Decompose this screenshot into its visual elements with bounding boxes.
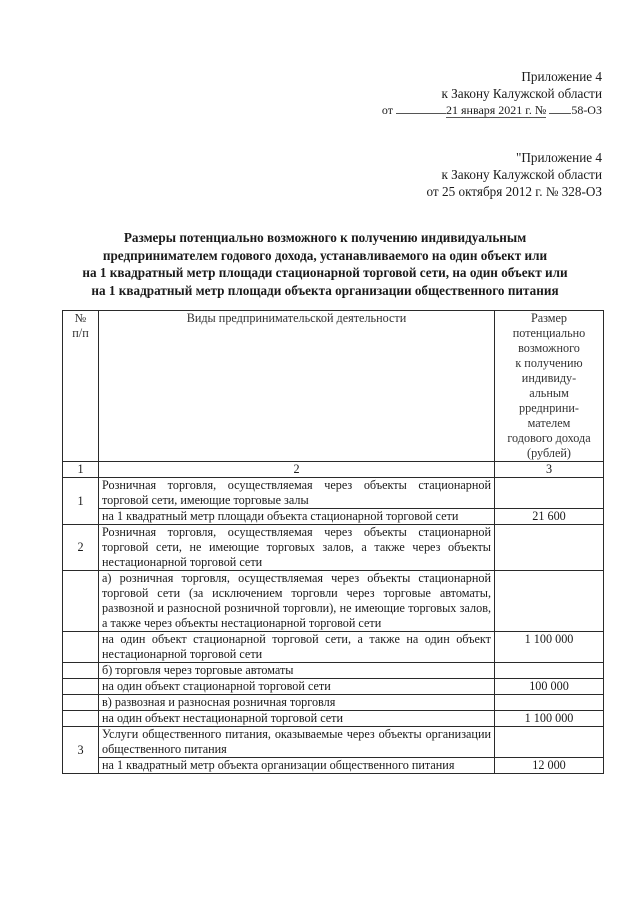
value-cell [495,663,604,679]
table-header-row [63,311,604,462]
quoted-header-line3: от 25 октября 2012 г. № 328-ОЗ [426,184,602,199]
table-row [63,695,604,711]
table-row [63,525,604,571]
table-row [63,571,604,632]
activity-cell: Розничная торговля, осуществляемая через объекты стационарной торговой сети, не имеющие торговых залов, а также через объекты нестационарной торговой сети [99,525,495,571]
title-line: Размеры потенциально возможного к получению индивидуальным [123,230,527,245]
activity-cell: на один объект нестационарной торговой сети [99,711,495,727]
value-cell: 21 600 [495,509,604,525]
quoted-header-line2: к Закону Калужской области [441,167,602,182]
title-line: предпринимателем годового дохода, устанавливаемого на один объект или [102,247,548,263]
table-row [63,679,604,695]
activity-cell: б) торговля через торговые автоматы [99,663,495,679]
activity-cell: а) розничная торговля, осуществляемая через объекты стационарной торговой сети (за исключением торговли через торговые автоматы, развозной и разносной розничной торговли), не имеющие торговых залов, а также через объекты нестационарной торговой сети [99,571,495,632]
row-number: 1 [63,478,99,525]
value-cell: 1 100 000 [495,632,604,663]
header-activity: Виды предпринимательской деятельности [99,311,495,462]
value-cell [495,571,604,632]
header-num: № п/п [63,311,99,462]
row-number: 2 [63,525,99,571]
row-number: 3 [63,727,99,774]
quoted-header-line1: "Приложение 4 [515,150,602,165]
header-size: Размер потенциально возможного к получению индивиду- альным pреднрини- мателем годового дохода (рублей) [495,311,604,462]
activity-cell: Розничная торговля, осуществляемая через объекты стационарной торговой сети, имеющие торговые залы [99,478,495,509]
appendix-header-line1: Приложение 4 [521,69,602,84]
table-row [63,758,604,774]
row-number [63,663,99,679]
activity-cell: на один объект стационарной торговой сети [99,679,495,695]
activity-cell: на 1 квадратный метр площади объекта стационарной торговой сети [99,509,495,525]
table-row [63,509,604,525]
value-cell [495,525,604,571]
table-row [63,478,604,509]
law-date: 21 января 2021 г. № [446,103,547,117]
activity-cell: в) развозная и разносная розничная торговля [99,695,495,711]
income-table [62,310,604,774]
document-title [40,229,610,299]
table-row [63,727,604,758]
column-number-row [63,462,604,478]
appendix-header-line3 [382,102,602,119]
value-cell [495,727,604,758]
row-number [63,711,99,727]
value-cell [495,695,604,711]
appendix-header-line2: к Закону Калужской области [441,86,602,101]
date-prefix: от [381,103,393,117]
row-number [63,679,99,695]
col-number: 1 [63,462,99,478]
activity-cell: на 1 квадратный метр объекта организации общественного питания [99,758,495,774]
title-line: на 1 квадратный метр площади стационарной торговой сети, на один объект или [82,265,568,280]
col-number: 3 [495,462,604,478]
title-line: на 1 квадратный метр площади объекта организации общественного питания [91,282,559,298]
value-cell: 100 000 [495,679,604,695]
value-cell: 1 100 000 [495,711,604,727]
row-number [63,571,99,632]
table-row [63,711,604,727]
value-cell: 12 000 [495,758,604,774]
underline-blank [396,102,446,114]
quoted-appendix-header [427,149,602,200]
law-number: 58-ОЗ [571,103,602,117]
col-number: 2 [99,462,495,478]
value-cell [495,478,604,509]
table-row [63,663,604,679]
activity-cell: на один объект стационарной торговой сети, а также на один объект нестационарной торговой сети [99,632,495,663]
appendix-header [382,68,602,119]
underline-blank [549,102,571,114]
row-number [63,632,99,663]
row-number [63,695,99,711]
table-row [63,632,604,663]
activity-cell: Услуги общественного питания, оказываемые через объекты организации общественного питания [99,727,495,758]
